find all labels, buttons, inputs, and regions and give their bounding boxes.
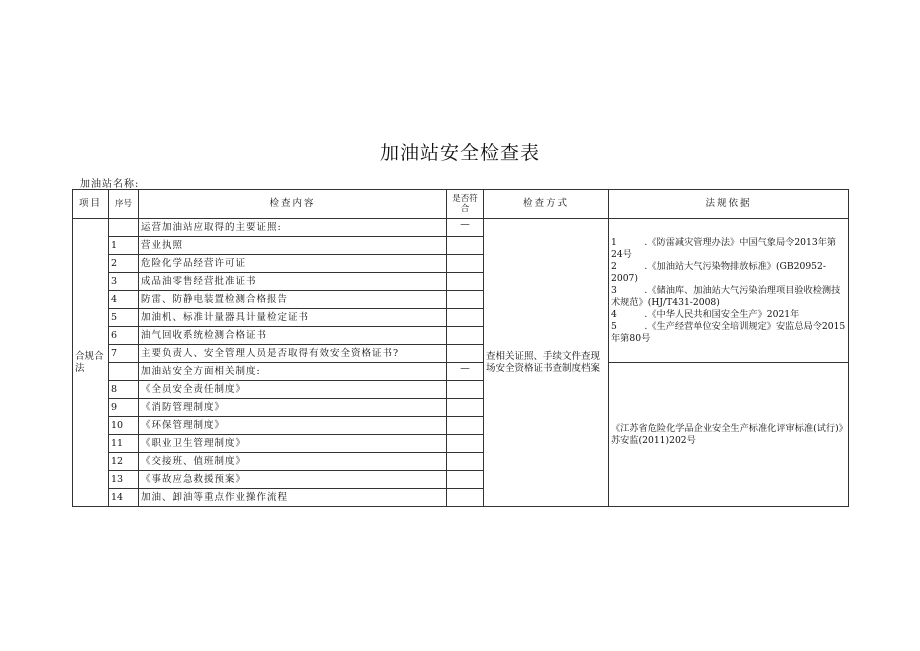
- row-number: 13: [109, 471, 139, 489]
- row-conformity: [447, 381, 484, 399]
- table-row: [73, 219, 849, 237]
- basis-item: 1 .《防雷减灾管理办法》中国气象局令2013年第24号: [611, 236, 837, 260]
- row-conformity: [447, 255, 484, 273]
- row-content: 《环保管理制度》: [139, 417, 447, 435]
- row-number: 12: [109, 453, 139, 471]
- row-conformity: —: [447, 363, 484, 381]
- basis-cell-top: [609, 219, 849, 363]
- row-conformity: [447, 345, 484, 363]
- row-conformity: —: [447, 219, 484, 237]
- row-conformity: [447, 471, 484, 489]
- row-content: 油气回收系统检测合格证书: [139, 327, 447, 345]
- page-title: 加油站安全检查表: [379, 142, 540, 164]
- station-name-label: 加油站名称:: [80, 179, 140, 190]
- row-number: [109, 363, 139, 381]
- row-content: 主要负责人、安全管理人员是否取得有效安全资格证书?: [139, 345, 447, 363]
- row-conformity: [447, 273, 484, 291]
- row-content: 《职业卫生管理制度》: [139, 435, 447, 453]
- header-content: 检查内容: [139, 190, 447, 219]
- row-conformity: [447, 435, 484, 453]
- row-number: [109, 219, 139, 237]
- inspection-table: [72, 189, 849, 507]
- row-number: 9: [109, 399, 139, 417]
- row-conformity: [447, 489, 484, 507]
- row-conformity: [447, 309, 484, 327]
- method-cell: 查相关证照、手续文件查现场安全资格证书查制度档案: [484, 219, 609, 507]
- row-number: 8: [109, 381, 139, 399]
- row-number: 7: [109, 345, 139, 363]
- row-content: 成品油零售经营批准证书: [139, 273, 447, 291]
- row-content: 营业执照: [139, 237, 447, 255]
- table-body: [73, 219, 849, 507]
- row-number: 10: [109, 417, 139, 435]
- row-content: 加油站安全方面相关制度:: [139, 363, 447, 381]
- row-conformity: [447, 453, 484, 471]
- row-content: 运营加油站应取得的主要证照:: [139, 219, 447, 237]
- header-row: [73, 190, 849, 219]
- row-content: 防雷、防静电装置检测合格报告: [139, 291, 447, 309]
- basis-item: 3 .《储油库、加油站大气污染治理项目验收检测技术规范》(HJ/T431-2008): [611, 284, 841, 308]
- row-conformity: [447, 399, 484, 417]
- row-content: 《事故应急救援预案》: [139, 471, 447, 489]
- row-conformity: [447, 291, 484, 309]
- row-number: 14: [109, 489, 139, 507]
- row-number: 4: [109, 291, 139, 309]
- basis-item: 2 .《加油站大气污染物排放标准》(GB20952-2007): [611, 260, 826, 284]
- header-method: 检查方式: [484, 190, 609, 219]
- project-cell: 合规合法: [73, 219, 109, 507]
- row-number: 1: [109, 237, 139, 255]
- table-row: [73, 363, 849, 381]
- row-conformity: [447, 327, 484, 345]
- row-number: 11: [109, 435, 139, 453]
- row-content: 危险化学品经营许可证: [139, 255, 447, 273]
- row-number: 6: [109, 327, 139, 345]
- row-content: 加油、卸油等重点作业操作流程: [139, 489, 447, 507]
- header-conform: 是否符合: [447, 190, 484, 219]
- row-content: 《交接班、值班制度》: [139, 453, 447, 471]
- row-content: 《消防管理制度》: [139, 399, 447, 417]
- row-number: 3: [109, 273, 139, 291]
- header-project: 项目: [73, 190, 109, 219]
- row-number: 5: [109, 309, 139, 327]
- row-number: 2: [109, 255, 139, 273]
- row-content: 《全员安全责任制度》: [139, 381, 447, 399]
- basis-item: 4 .《中华人民共和国安全生产》2021年: [611, 308, 800, 320]
- row-conformity: [447, 417, 484, 435]
- row-content: 加油机、标准计量器具计量检定证书: [139, 309, 447, 327]
- basis-item: 5 .《生产经营单位安全培训规定》安监总局令2015年第80号: [611, 320, 846, 344]
- row-conformity: [447, 237, 484, 255]
- header-seq: 序号: [109, 190, 139, 219]
- header-basis: 法规依据: [609, 190, 849, 219]
- basis-cell-bottom: 《江苏省危险化学品企业安全生产标准化评审标准(试行)》苏安监(2011)202号: [609, 363, 849, 507]
